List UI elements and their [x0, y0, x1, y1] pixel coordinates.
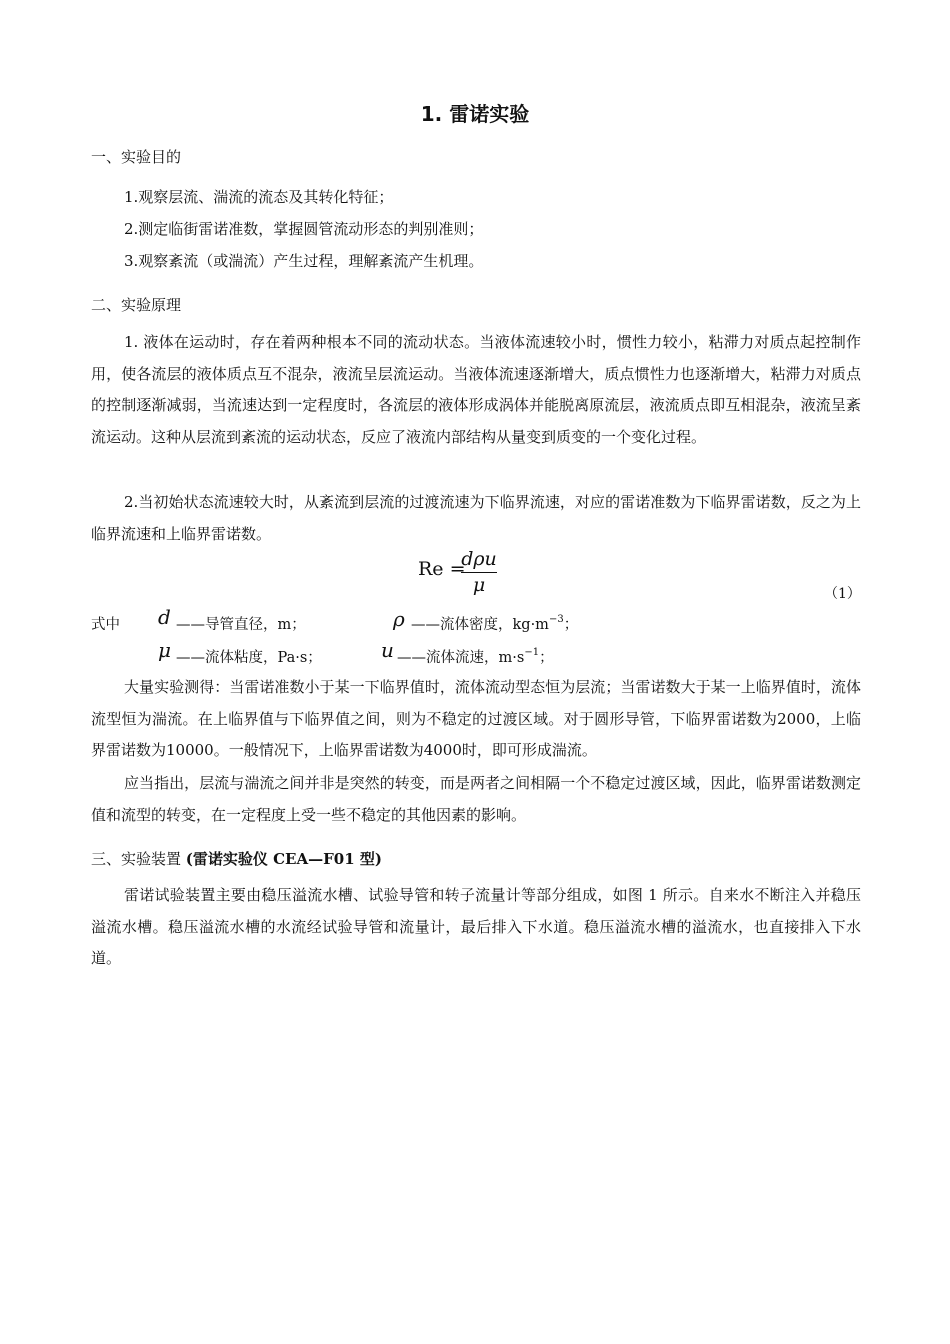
- objective-item-1: 1.观察层流、湍流的流态及其转化特征；: [124, 188, 394, 206]
- var-symbol-d: d: [158, 605, 171, 629]
- objective-item-3: 3.观察紊流（或湍流）产生过程，理解紊流产生机理。: [124, 252, 484, 270]
- apparatus-model: (雷诺实验仪 CEA—F01 型): [185, 850, 382, 868]
- var-desc-mu: ——流体粘度，Pa·s；: [176, 650, 322, 666]
- objective-item-2: 2.测定临街雷诺准数，掌握圆管流动形态的判别准则；: [124, 220, 484, 238]
- formula-lhs: Re =: [418, 558, 466, 580]
- principle-paragraph-3: 大量实验测得：当雷诺准数小于某一下临界值时，流体流动型态恒为层流；当雷诺数大于某一上临界值时，流体流型恒为湍流。在上临界值与下临界值之间，则为不稳定的过渡区域。对于圆形导管，下临界雷诺数为2000，上临界雷诺数为10000。一般情况下，上临界雷诺数为4000时，即可形成湍流。: [91, 678, 861, 759]
- var-symbol-u: u: [381, 638, 394, 662]
- where-label: 式中: [91, 617, 120, 633]
- var-symbol-mu: μ: [158, 638, 171, 662]
- page-title: 1. 雷诺实验: [420, 102, 530, 126]
- var-desc-u: ——流体流速，$m\cdot s^{-1}$；: [397, 647, 554, 666]
- var-desc-rho: ——流体密度，$kg\cdot m^{-3}$；: [411, 614, 579, 633]
- principle-paragraph-2: 2.当初始状态流速较大时，从紊流到层流的过渡流速为下临界流速，对应的雷诺准数为下临界雷诺数，反之为上临界流速和上临界雷诺数。: [91, 493, 861, 543]
- principle-paragraph-4: 应当指出，层流与湍流之间并非是突然的转变，而是两者之间相隔一个不稳定过渡区域，因此，临界雷诺数测定值和流型的转变，在一定程度上受一些不稳定的其他因素的影响。: [91, 774, 861, 824]
- formula-numerator: dρu: [461, 548, 497, 570]
- section-heading-objectives: 一、实验目的: [91, 148, 182, 166]
- formula-denominator: μ: [472, 574, 486, 596]
- fraction-bar: [461, 572, 497, 573]
- var-symbol-rho: ρ: [393, 607, 405, 631]
- section-heading-principle: 二、实验原理: [91, 296, 182, 314]
- apparatus-paragraph: 雷诺试验装置主要由稳压溢流水槽、试验导管和转子流量计等部分组成，如图 1 所示。自来水不断注入并稳压溢流水槽。稳压溢流水槽的水流经试验导管和流量计，最后排入下水道。稳压溢流水槽的溢流水，也直接排入下水道。: [91, 886, 861, 967]
- unit-exponent: −3: [548, 614, 564, 625]
- unit-exponent: −1: [524, 647, 540, 658]
- principle-paragraph-1: 1. 液体在运动时，存在着两种根本不同的流动状态。当液体流速较小时，惯性力较小，粘滞力对质点起控制作用，使各流层的液体质点互不混杂，液流呈层流运动。当液体流速逐渐增大，质点惯性力也逐渐增大，粘滞力对质点的控制逐渐减弱，当流速达到一定程度时，各流层的液体形成涡体并能脱离原流层，液流质点即互相混杂，液流呈紊流运动。这种从层流到紊流的运动状态，反应了液流内部结构从量变到质变的一个变化过程。: [91, 333, 861, 446]
- section-heading-apparatus: 三、实验装置 (雷诺实验仪 CEA—F01 型): [91, 850, 382, 868]
- equation-number: （1）: [824, 586, 861, 602]
- var-desc-d: ——导管直径，m；: [176, 617, 306, 633]
